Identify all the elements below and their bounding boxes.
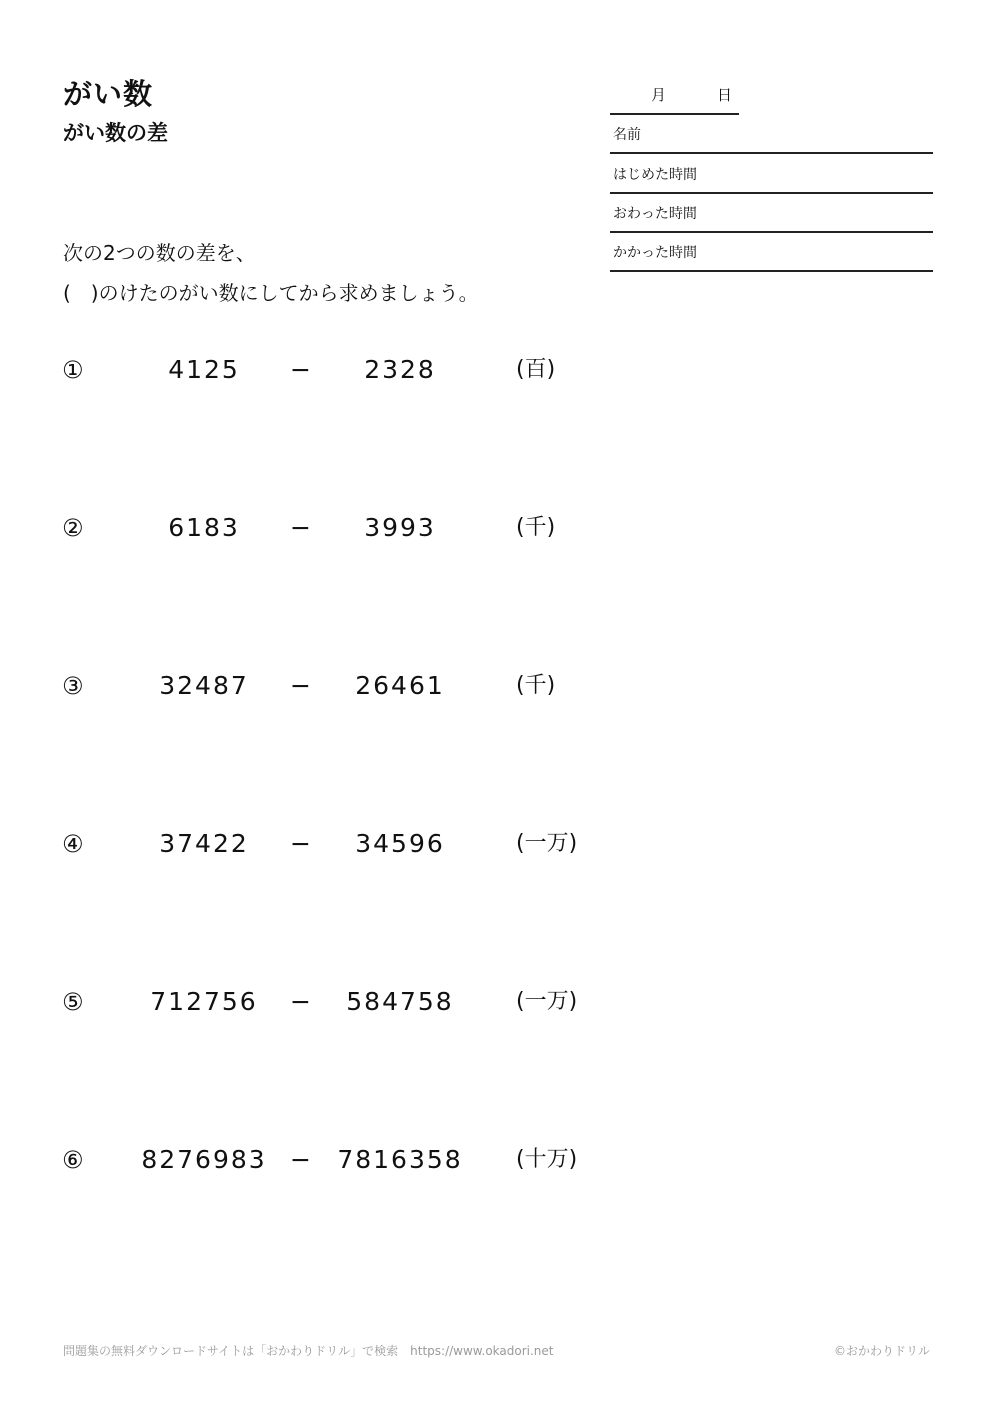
problem-6 — [0, 1140, 700, 1180]
subtrahend: 3993 — [364, 513, 436, 542]
rounding-place: (千) — [516, 673, 556, 698]
rounding-place: (百) — [516, 357, 556, 382]
instructions — [63, 233, 479, 313]
minus-sign: − — [290, 355, 311, 384]
subtrahend: 7816358 — [337, 1145, 463, 1174]
problem-number: ② — [62, 514, 84, 542]
minuend: 37422 — [159, 829, 249, 858]
problem-number: ① — [62, 356, 84, 384]
subtrahend: 34596 — [355, 829, 445, 858]
minuend: 32487 — [159, 671, 249, 700]
minuend: 712756 — [150, 987, 258, 1016]
page-subtitle: がい数の差 — [63, 121, 168, 145]
start-time-label: はじめた時間 — [613, 167, 697, 183]
minus-sign: − — [290, 829, 311, 858]
minus-sign: − — [290, 513, 311, 542]
problem-2 — [0, 508, 700, 548]
end-time-label: おわった時間 — [613, 206, 697, 222]
minus-sign: − — [290, 671, 311, 700]
minus-sign: − — [290, 1145, 311, 1174]
day-label: 日 — [717, 86, 733, 104]
instruction-line-2: ( )のけたのがい数にしてから求めましょう。 — [63, 281, 479, 305]
name-label: 名前 — [613, 127, 641, 143]
elapsed-time-field[interactable] — [610, 232, 933, 272]
problem-3 — [0, 666, 700, 706]
minus-sign: − — [290, 987, 311, 1016]
instruction-line-1: 次の2つの数の差を、 — [63, 241, 256, 265]
minuend: 8276983 — [141, 1145, 267, 1174]
subtrahend: 26461 — [355, 671, 445, 700]
month-label: 月 — [651, 86, 667, 104]
problem-5 — [0, 982, 700, 1022]
problem-number: ⑥ — [62, 1146, 84, 1174]
page-title: がい数 — [63, 77, 154, 111]
start-time-field[interactable] — [610, 154, 933, 194]
problem-1 — [0, 350, 700, 390]
problem-number: ⑤ — [62, 988, 84, 1016]
footer-site-note: 問題集の無料ダウンロードサイトは「おかわりドリル」で検索 https://www.okadori.net — [63, 1344, 554, 1358]
name-field[interactable] — [610, 114, 933, 154]
rounding-place: (一万) — [516, 831, 578, 856]
end-time-field[interactable] — [610, 193, 933, 233]
date-field[interactable] — [610, 80, 739, 115]
rounding-place: (千) — [516, 515, 556, 540]
subtrahend: 2328 — [364, 355, 436, 384]
minuend: 6183 — [168, 513, 240, 542]
footer-copyright: ©おかわりドリル — [833, 1344, 930, 1358]
rounding-place: (一万) — [516, 989, 578, 1014]
minuend: 4125 — [168, 355, 240, 384]
elapsed-time-label: かかった時間 — [613, 245, 697, 261]
problem-4 — [0, 824, 700, 864]
problem-number: ④ — [62, 830, 84, 858]
problem-number: ③ — [62, 672, 84, 700]
rounding-place: (十万) — [516, 1147, 578, 1172]
subtrahend: 584758 — [346, 987, 454, 1016]
